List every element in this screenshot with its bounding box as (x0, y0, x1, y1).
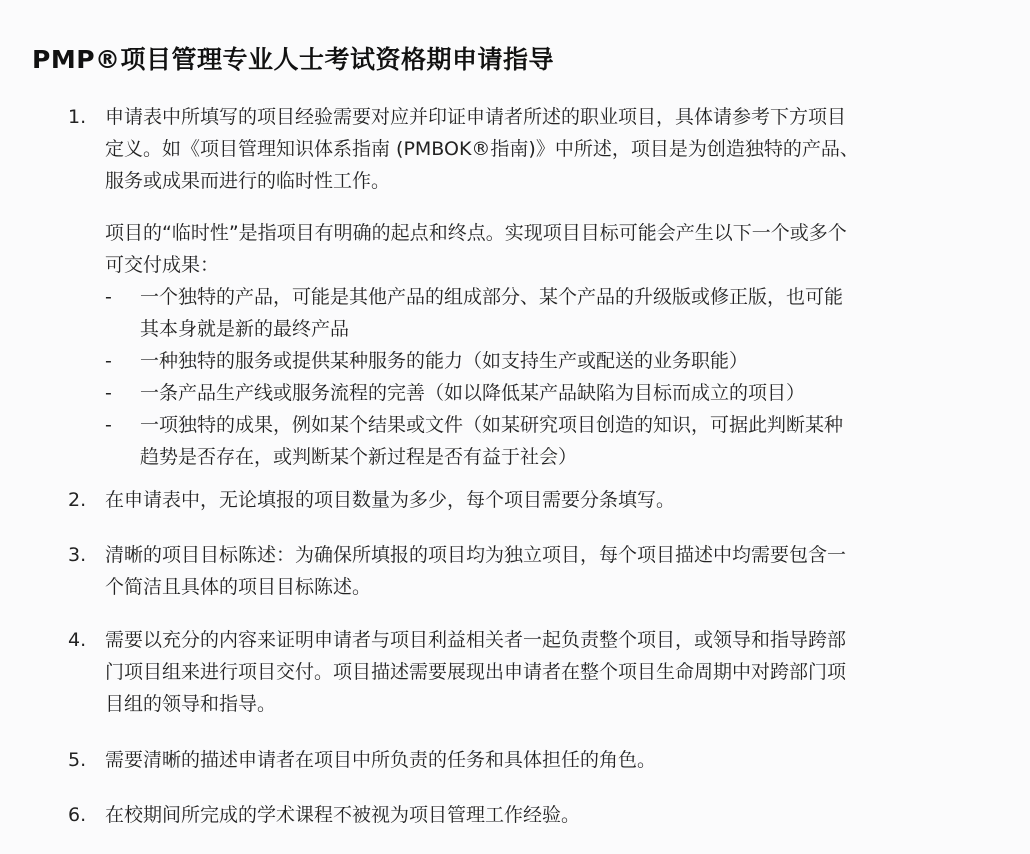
item-text: 目组的领导和指导。 (105, 693, 277, 715)
list-item-6 (68, 799, 580, 831)
list-item-4 (68, 624, 846, 720)
bullet-text: 趋势是否存在，或判断某个新过程是否有益于社会） (140, 446, 578, 468)
bullet-text: 其本身就是新的最终产品 (140, 318, 350, 340)
item-text: 申请表中所填写的项目经验需要对应并印证申请者所述的职业项目，具体请参考下方项目 (105, 106, 847, 128)
temporary-paragraph: 项目的“临时性”是指项目有明确的起点和终点。实现项目目标可能会产生以下一个或多个 (105, 222, 847, 244)
item-text: 在校期间所完成的学术课程不被视为项目管理工作经验。 (105, 804, 581, 826)
bullet-dash: - (105, 414, 112, 436)
item-text: 需要以充分的内容来证明申请者与项目利益相关者一起负责整个项目，或领导和指导跨部 (105, 629, 847, 651)
bullet-text: 一种独特的服务或提供某种服务的能力（如支持生产或配送的业务职能） (140, 350, 749, 372)
bullet-dash: - (105, 286, 112, 308)
item-text: 定义。如《项目管理知识体系指南 (PMBOK®指南)》中所述，项目是为创造独特的产品、 (105, 138, 859, 160)
item-number: 3. (68, 544, 87, 566)
page-title: PMP®项目管理专业人士考试资格期申请指导 (32, 45, 555, 74)
bullet-item (68, 377, 859, 409)
bullet-text: 一条产品生产线或服务流程的完善（如以降低某产品缺陷为目标而成立的项目） (140, 382, 806, 404)
list-item-2 (68, 484, 675, 516)
list-item-5 (68, 744, 656, 776)
item-text: 清晰的项目目标陈述：为确保所填报的项目均为独立项目，每个项目描述中均需要包含一 (105, 544, 847, 566)
bullet-item (68, 345, 859, 377)
item-text: 服务或成果而进行的临时性工作。 (105, 170, 391, 192)
item-text: 需要清晰的描述申请者在项目中所负责的任务和具体担任的角色。 (105, 749, 657, 771)
bullet-text: 一个独特的产品，可能是其他产品的组成部分、某个产品的升级版或修正版，也可能 (140, 286, 844, 308)
bullet-dash: - (105, 350, 112, 372)
list-item-3 (68, 539, 846, 603)
item-text: 门项目组来进行项目交付。项目描述需要展现出申请者在整个项目生命周期中对跨部门项 (105, 661, 847, 683)
list-item-1 (68, 101, 859, 473)
bullet-text: 一项独特的成果，例如某个结果或文件（如某研究项目创造的知识，可据此判断某种 (140, 414, 844, 436)
item-number: 4. (68, 629, 87, 651)
item-number: 5. (68, 749, 87, 771)
item-number: 1. (68, 106, 87, 128)
item-number: 6. (68, 804, 87, 826)
bullet-item (68, 409, 859, 473)
item-number: 2. (68, 489, 87, 511)
bullet-dash: - (105, 382, 112, 404)
temporary-paragraph: 可交付成果： (105, 254, 220, 276)
item-text: 在申请表中，无论填报的项目数量为多少，每个项目需要分条填写。 (105, 489, 676, 511)
item-text: 个简洁且具体的项目目标陈述。 (105, 576, 372, 598)
bullet-item (68, 281, 859, 345)
